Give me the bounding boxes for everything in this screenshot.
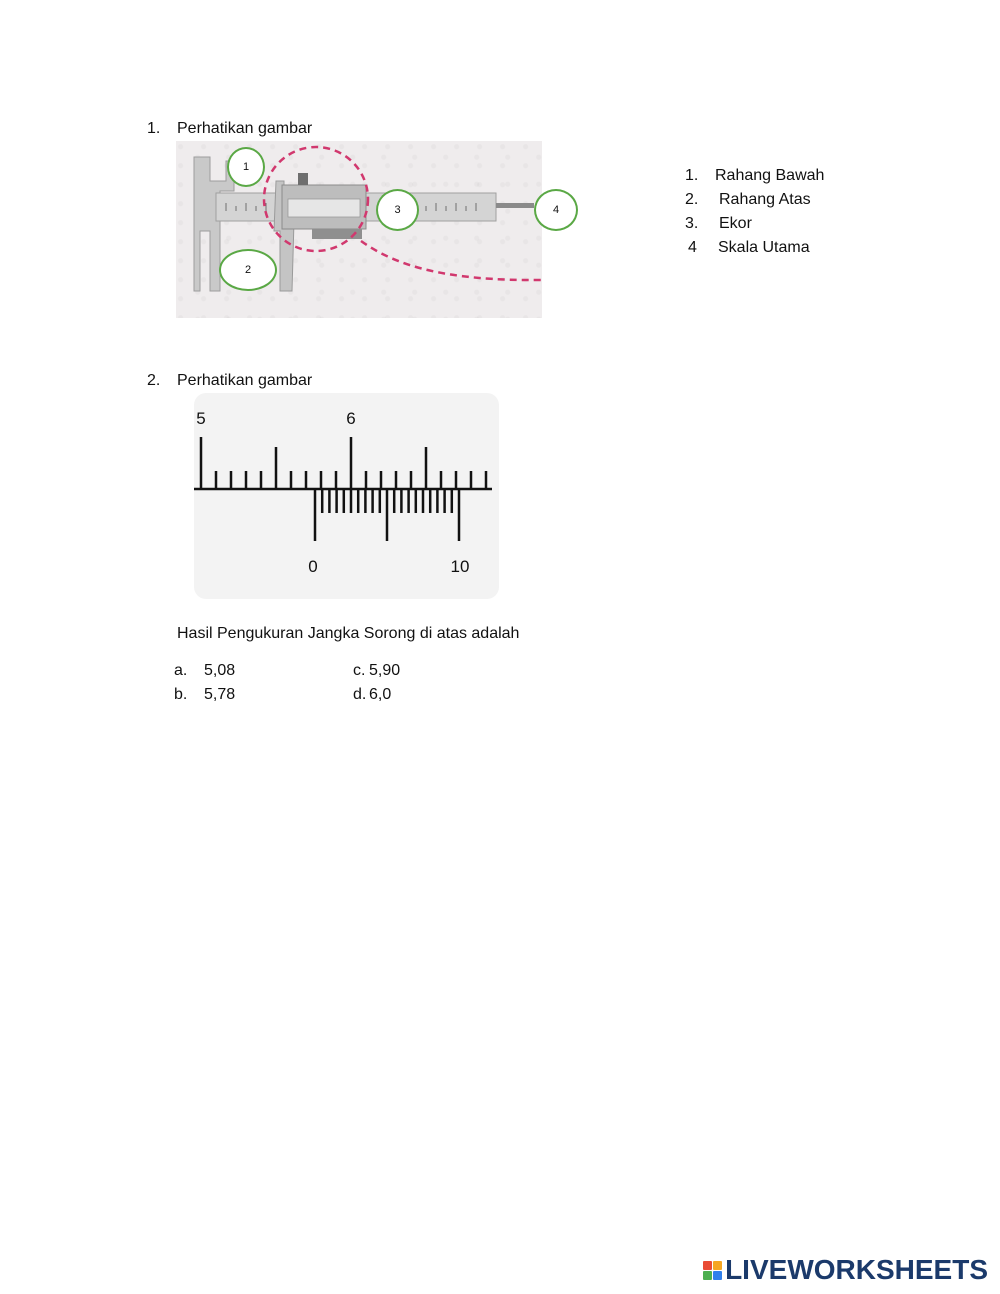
question-1-number: 1. [147, 120, 161, 137]
question-1-prompt: Perhatikan gambar [177, 120, 313, 137]
callout-4: 4 [534, 189, 578, 231]
main-scale-ticks [201, 437, 486, 489]
legend-number: 4 [688, 239, 697, 256]
callout-2: 2 [219, 249, 277, 291]
legend-number: 3. [685, 215, 699, 232]
callout-3: 3 [376, 189, 419, 231]
option-c-letter[interactable]: c. [353, 662, 366, 679]
legend-number: 2. [685, 191, 699, 208]
legend-number: 1. [685, 167, 699, 184]
option-row [174, 685, 434, 709]
legend-label: Skala Utama [718, 239, 810, 256]
question-2-number: 2. [147, 372, 161, 389]
main-scale-label-6: 6 [346, 409, 356, 428]
option-b-letter[interactable]: b. [174, 686, 188, 703]
answer-options [174, 661, 434, 709]
legend-label: Rahang Bawah [715, 167, 825, 184]
logo-square [713, 1261, 722, 1270]
logo-square [703, 1271, 712, 1280]
logo-mark-icon [703, 1261, 722, 1280]
option-a-value[interactable]: 5,08 [204, 662, 236, 679]
legend-label: Rahang Atas [719, 191, 811, 208]
question-2-text: Hasil Pengukuran Jangka Sorong di atas adalah [177, 625, 520, 642]
vernier-scale-label-0: 0 [308, 557, 318, 576]
vernier-scale-ticks [315, 489, 459, 541]
vernier-scale-drawing [194, 393, 499, 599]
vernier-scale-figure [194, 393, 499, 599]
logo-text: LIVEWORKSHEETS [725, 1254, 988, 1285]
option-b-value[interactable]: 5,78 [204, 686, 236, 703]
option-row [174, 661, 434, 685]
question-2-prompt: Perhatikan gambar [177, 372, 313, 389]
vernier-scale-label-10: 10 [450, 557, 470, 576]
caliper-photo [176, 141, 560, 318]
main-scale-label-5: 5 [196, 409, 206, 428]
option-d-value[interactable]: 6,0 [369, 686, 392, 703]
legend-label: Ekor [719, 215, 752, 232]
option-c-value[interactable]: 5,90 [369, 662, 401, 679]
logo-square [703, 1261, 712, 1270]
logo-square [713, 1271, 722, 1280]
option-d-letter[interactable]: d. [353, 686, 367, 703]
option-a-letter[interactable]: a. [174, 662, 188, 679]
callout-1: 1 [227, 147, 265, 187]
liveworksheets-logo [703, 1255, 988, 1285]
